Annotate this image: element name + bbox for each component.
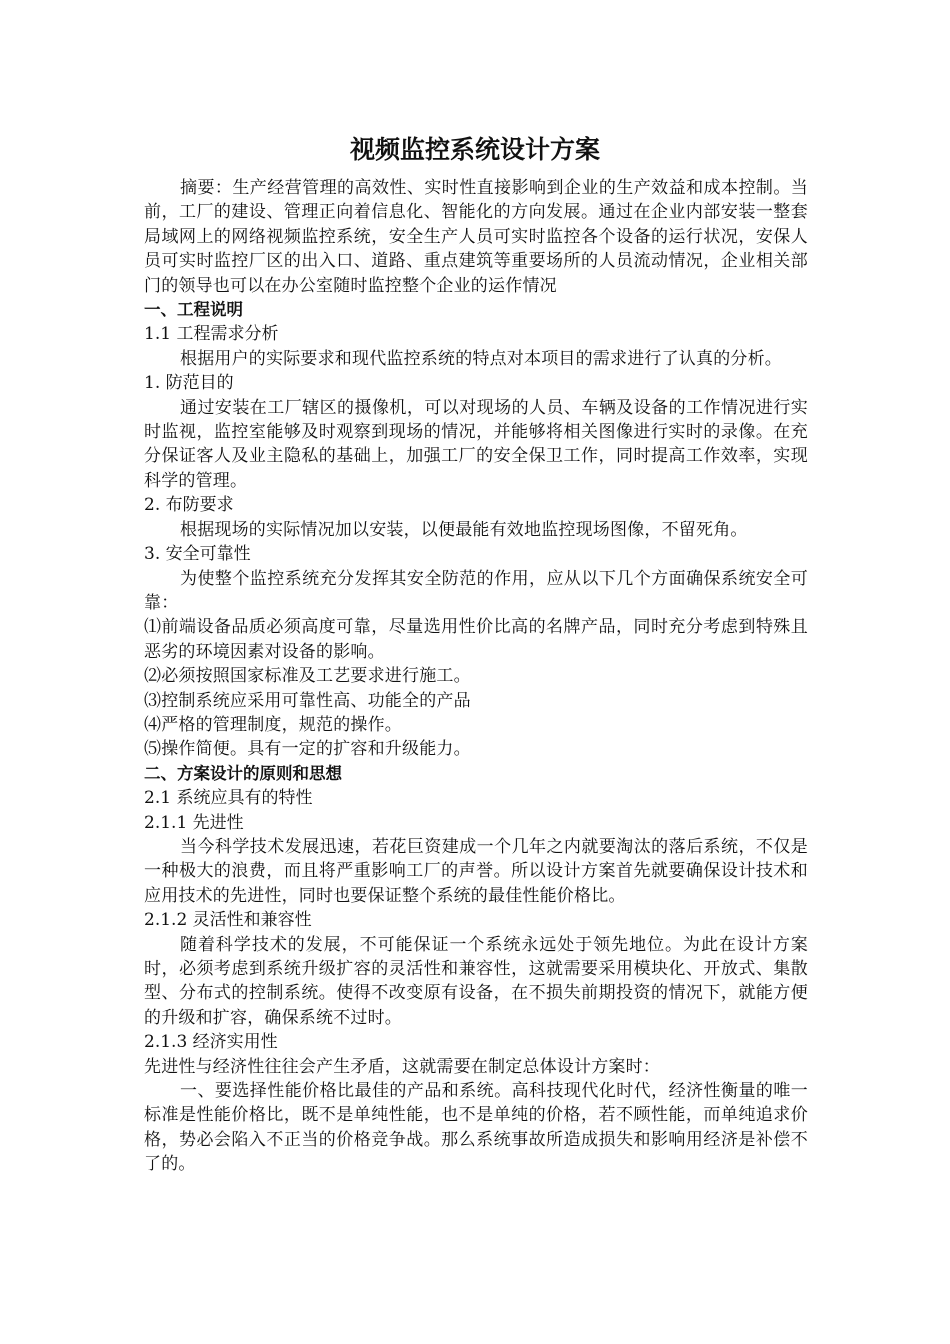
paragraph: 一、要选择性能价格比最佳的产品和系统。高科技现代化时代，经济性衡量的唯一标准是性能价格比，既不是单纯性能，也不是单纯的价格，若不顾性能，而单纯追求价格，势必会陷入不正当的价格竞争战。那么系统事故所造成损失和影响用经济是补偿不了的。 xyxy=(144,1081,808,1175)
abstract-paragraph: 摘要：生产经营管理的高效性、实时性直接影响到企业的生产效益和成本控制。当前，工厂的建设、管理正向着信息化、智能化的方向发展。通过在企业内部安装一整套局域网上的网络视频监控系统，安全生产人员可实时监控各个设备的运行状况，安保人员可实时监控厂区的出入口、道路、重点建筑等重要场所的人员流动情况，企业相关部门的领导也可以在办公室随时监控整个企业的运作情况 xyxy=(144,178,808,296)
list-item: ⑵必须按照国家标准及工艺要求进行施工。 xyxy=(144,666,471,687)
list-item: ⑶控制系统应采用可靠性高、功能全的产品 xyxy=(144,690,471,711)
paragraph: 先进性与经济性往往会产生矛盾，这就需要在制定总体设计方案时： xyxy=(144,1056,660,1077)
item-heading: 1. 防范目的 xyxy=(144,373,234,394)
subsubsection-heading: 2.1.3 经济实用性 xyxy=(144,1032,278,1053)
list-item: ⑸操作简便。具有一定的扩容和升级能力。 xyxy=(144,739,471,760)
list-item: ⑴前端设备品质必须高度可靠，尽量选用性价比高的名牌产品，同时充分考虑到特殊且恶劣的环境因素对设备的影响。 xyxy=(144,617,808,662)
paragraph: 根据现场的实际情况加以安装，以便最能有效地监控现场图像，不留死角。 xyxy=(180,519,748,540)
subsection-heading: 2.1 系统应具有的特性 xyxy=(144,788,313,809)
document-title: 视频监控系统设计方案 xyxy=(349,135,600,164)
paragraph: 当今科学技术发展迅速，若花巨资建成一个几年之内就要淘汰的落后系统，不仅是一种极大的浪费，而且将严重影响工厂的声誉。所以设计方案首先就要确保设计技术和应用技术的先进性，同时也要保证整个系统的最佳性能价格比。 xyxy=(144,836,808,906)
paragraph: 通过安装在工厂辖区的摄像机，可以对现场的人员、车辆及设备的工作情况进行实时监视，监控室能够及时观察到现场的情况，并能够将相关图像进行实时的录像。在充分保证客人及业主隐私的基础上，加强工厂的安全保卫工作，同时提高工作效率，实现科学的管理。 xyxy=(144,397,808,491)
subsubsection-heading: 2.1.2 灵活性和兼容性 xyxy=(144,910,312,931)
item-heading: 3. 安全可靠性 xyxy=(144,544,251,565)
list-item: ⑷严格的管理制度，规范的操作。 xyxy=(144,714,402,735)
document-body xyxy=(144,176,808,1177)
section-heading: 一、工程说明 xyxy=(144,300,243,320)
paragraph: 随着科学技术的发展，不可能保证一个系统永远处于领先地位。为此在设计方案时，必须考虑到系统升级扩容的灵活性和兼容性，这就需要采用模块化、开放式、集散型、分布式的控制系统。使得不改变原有设备，在不损失前期投资的情况下，就能方便的升级和扩容，确保系统不过时。 xyxy=(144,934,808,1028)
item-heading: 2. 布防要求 xyxy=(144,495,234,516)
paragraph: 根据用户的实际要求和现代监控系统的特点对本项目的需求进行了认真的分析。 xyxy=(180,348,782,369)
subsubsection-heading: 2.1.1 先进性 xyxy=(144,812,244,833)
paragraph: 为使整个监控系统充分发挥其安全防范的作用，应从以下几个方面确保系统安全可靠： xyxy=(144,568,808,613)
subsection-heading: 1.1 工程需求分析 xyxy=(144,324,279,345)
section-heading: 二、方案设计的原则和思想 xyxy=(144,763,342,783)
